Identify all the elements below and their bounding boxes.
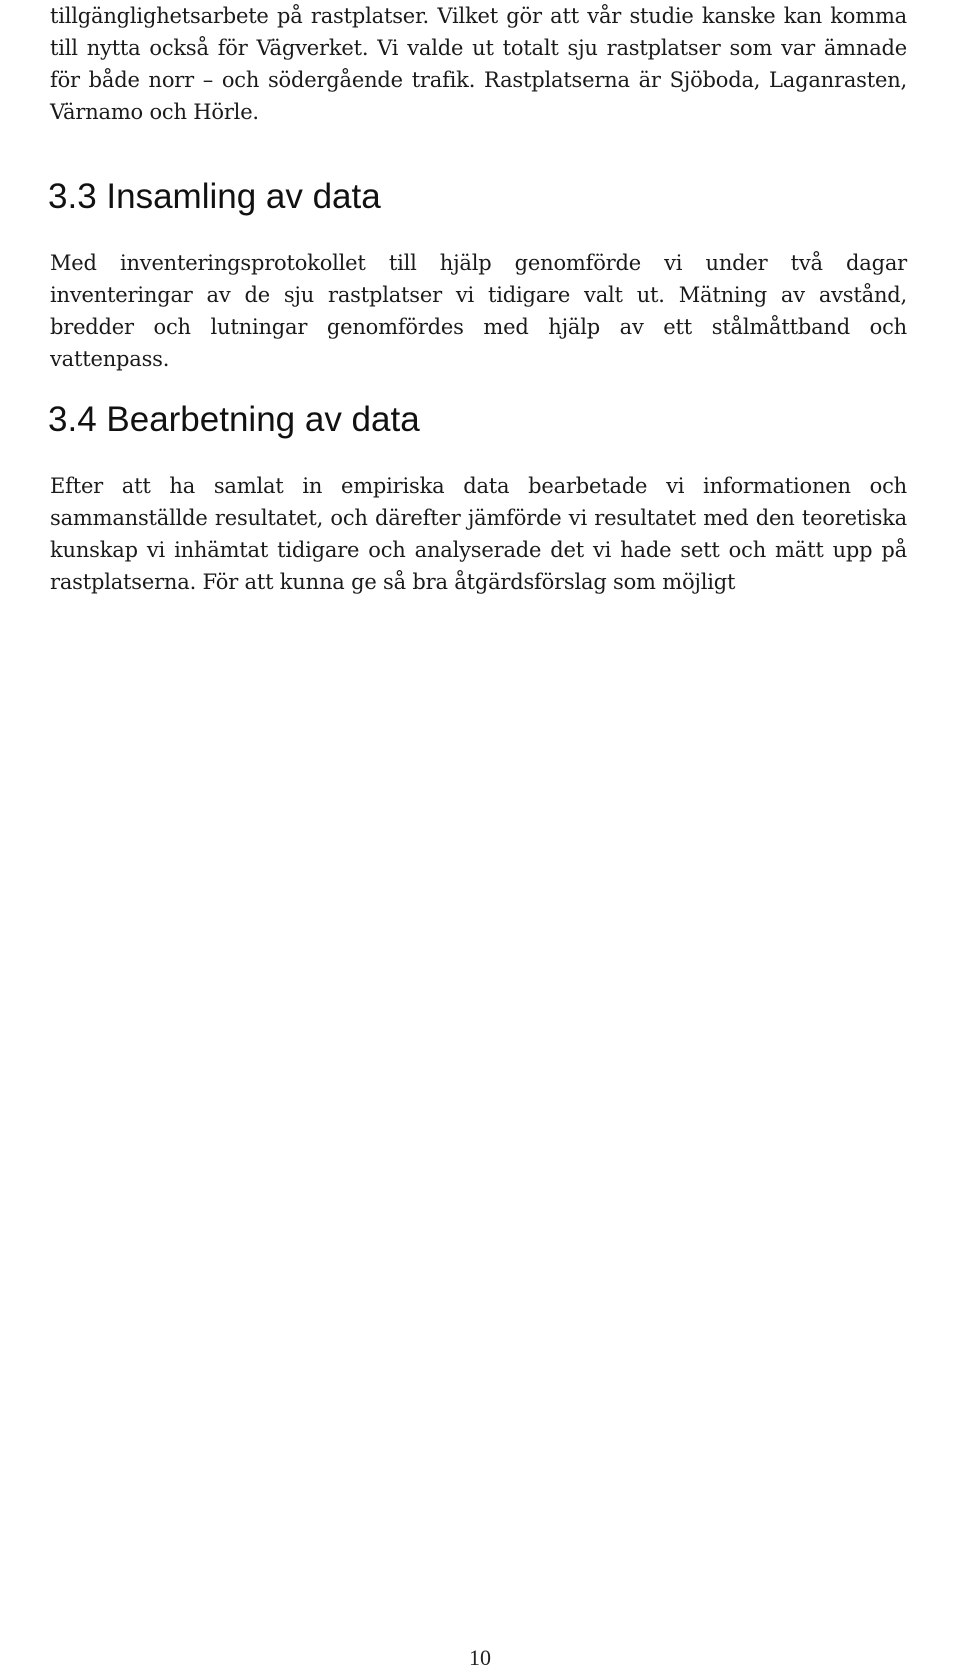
section-paragraph-bearbetning: Efter att ha samlat in empiriska data bearbetade vi informationen och sammanställde resultatet, och därefter jämförde vi resultatet med den teoretiska kunskap vi inhämtat tidigare och analyserade det vi hade sett och mätt upp på rastplatserna. För att kunna ge så bra åtgärdsförslag som möjligt: [50, 474, 907, 594]
intro-paragraph: tillgänglighetsarbete på rastplatser. Vilket gör att vår studie kanske kan komma till nytta också för Vägverket. Vi valde ut totalt sju rastplatser som var ämnade för både norr – och södergående trafik. Rastplatserna är Sjöboda, Laganrasten, Värnamo och Hörle.: [50, 4, 907, 124]
section-heading-bearbetning: 3.4 Bearbetning av data: [48, 400, 420, 439]
page-number: 10: [469, 1645, 491, 1670]
section-paragraph-insamling: Med inventeringsprotokollet till hjälp genomförde vi under två dagar inventeringar av de sju rastplatser vi tidigare valt ut. Mätning av avstånd, bredder och lutningar genomfördes med hjälp av ett stålmåttband och vattenpass.: [50, 251, 907, 371]
section-heading-insamling: 3.3 Insamling av data: [48, 177, 381, 216]
